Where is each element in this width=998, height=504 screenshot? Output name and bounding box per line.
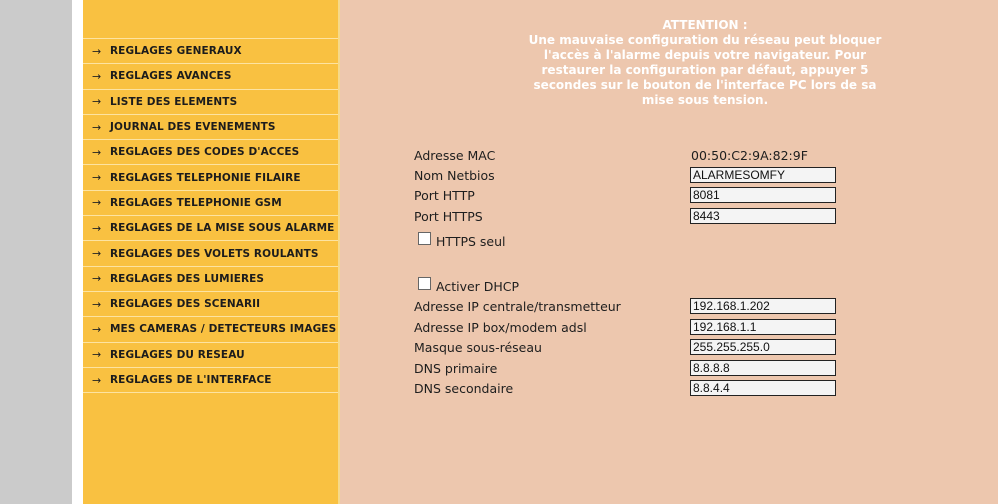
arrow-right-icon: →: [92, 373, 102, 387]
sidebar-item-label: MES CAMERAS / DETECTEURS IMAGES: [110, 323, 337, 336]
sidebar-item-label: REGLAGES DE L'INTERFACE: [110, 374, 272, 386]
sidebar-item-reseau[interactable]: [83, 342, 338, 367]
sidebar-item-label: REGLAGES DES SCENARII: [110, 298, 261, 311]
sidebar-divider: [338, 0, 340, 504]
ip-address-label: Adresse IP centrale/transmetteur: [414, 299, 621, 314]
netbios-name-label: Nom Netbios: [414, 168, 495, 183]
sidebar-item-label: REGLAGES DES VOLETS ROULANTS: [110, 247, 319, 260]
sidebar-item-label: JOURNAL DES EVENEMENTS: [110, 121, 276, 134]
dhcp-label: Activer DHCP: [436, 279, 520, 294]
https-only-checkbox[interactable]: [418, 232, 431, 245]
sidebar-item-lumieres[interactable]: [83, 266, 338, 291]
arrow-right-icon: →: [92, 348, 102, 362]
sidebar-item-label: REGLAGES TELEPHONIE GSM: [110, 196, 282, 209]
sidebar-item-label: REGLAGES DU RESEAU: [110, 348, 245, 361]
arrow-right-icon: →: [92, 221, 102, 235]
sidebar: [83, 0, 338, 504]
sidebar-item-cameras[interactable]: [83, 316, 338, 341]
arrow-right-icon: →: [92, 145, 102, 159]
dns-primary-input[interactable]: [690, 360, 836, 376]
https-port-label: Port HTTPS: [414, 209, 483, 224]
left-white-strip: [72, 0, 83, 504]
sidebar-item-interface[interactable]: [83, 367, 338, 393]
sidebar-item-volets-roulants[interactable]: [83, 240, 338, 265]
sidebar-item-label: REGLAGES DE LA MISE SOUS ALARME: [110, 222, 335, 235]
arrow-right-icon: →: [92, 297, 102, 311]
dns-primary-label: DNS primaire: [414, 361, 498, 376]
arrow-right-icon: →: [92, 171, 102, 185]
attention-line: mise sous tension.: [641, 93, 769, 107]
dns-secondary-input[interactable]: [690, 380, 836, 396]
dns-secondary-label: DNS secondaire: [414, 381, 514, 396]
sidebar-item-telephonie-filaire[interactable]: [83, 164, 338, 189]
subnet-mask-input[interactable]: [690, 339, 836, 355]
sidebar-item-label: REGLAGES DES LUMIERES: [110, 272, 265, 285]
mac-address-label: Adresse MAC: [414, 148, 496, 163]
mac-address-value: 00:50:C2:9A:82:9F: [691, 148, 808, 163]
sidebar-item-reglages-generaux[interactable]: [83, 38, 338, 63]
attention-title: ATTENTION :: [662, 18, 748, 32]
sidebar-item-label: REGLAGES TELEPHONIE FILAIRE: [110, 171, 301, 184]
arrow-right-icon: →: [92, 196, 102, 210]
attention-line: secondes sur le bouton de l'interface PC lors de sa: [533, 78, 877, 92]
attention-line: l'accès à l'alarme depuis votre navigateur. Pour: [543, 48, 867, 62]
netbios-name-input[interactable]: [690, 167, 836, 183]
arrow-right-icon: →: [92, 272, 102, 286]
sidebar-item-codes-d-acces[interactable]: [83, 139, 338, 164]
arrow-right-icon: →: [92, 120, 102, 134]
sidebar-item-journal-des-evenements[interactable]: [83, 114, 338, 139]
gateway-input[interactable]: [690, 319, 836, 335]
arrow-right-icon: →: [92, 95, 102, 109]
sidebar-item-liste-des-elements[interactable]: [83, 89, 338, 114]
http-port-label: Port HTTP: [414, 188, 475, 203]
attention-notice: [515, 18, 895, 108]
ip-address-input[interactable]: [690, 298, 836, 314]
sidebar-item-label: REGLAGES DES CODES D'ACCES: [110, 146, 300, 159]
http-port-input[interactable]: [690, 187, 836, 203]
subnet-mask-label: Masque sous-réseau: [414, 340, 542, 355]
https-port-input[interactable]: [690, 208, 836, 224]
attention-line: restaurer la configuration par défaut, appuyer 5: [541, 63, 869, 77]
dhcp-checkbox[interactable]: [418, 277, 431, 290]
gateway-label: Adresse IP box/modem adsl: [414, 320, 587, 335]
arrow-right-icon: →: [92, 247, 102, 261]
sidebar-item-label: LISTE DES ELEMENTS: [110, 95, 238, 108]
sidebar-menu: [83, 38, 338, 393]
sidebar-item-telephonie-gsm[interactable]: [83, 190, 338, 215]
left-gray-strip: [0, 0, 72, 504]
arrow-right-icon: →: [92, 69, 102, 83]
sidebar-item-scenarii[interactable]: [83, 291, 338, 316]
attention-line: Une mauvaise configuration du réseau peut bloquer: [528, 33, 882, 47]
sidebar-item-mise-sous-alarme[interactable]: [83, 215, 338, 240]
https-only-label: HTTPS seul: [436, 234, 506, 249]
sidebar-item-label: REGLAGES GENERAUX: [110, 45, 242, 58]
arrow-right-icon: →: [92, 322, 102, 336]
sidebar-item-reglages-avances[interactable]: [83, 63, 338, 88]
arrow-right-icon: →: [92, 44, 102, 58]
sidebar-item-label: REGLAGES AVANCES: [110, 70, 232, 83]
